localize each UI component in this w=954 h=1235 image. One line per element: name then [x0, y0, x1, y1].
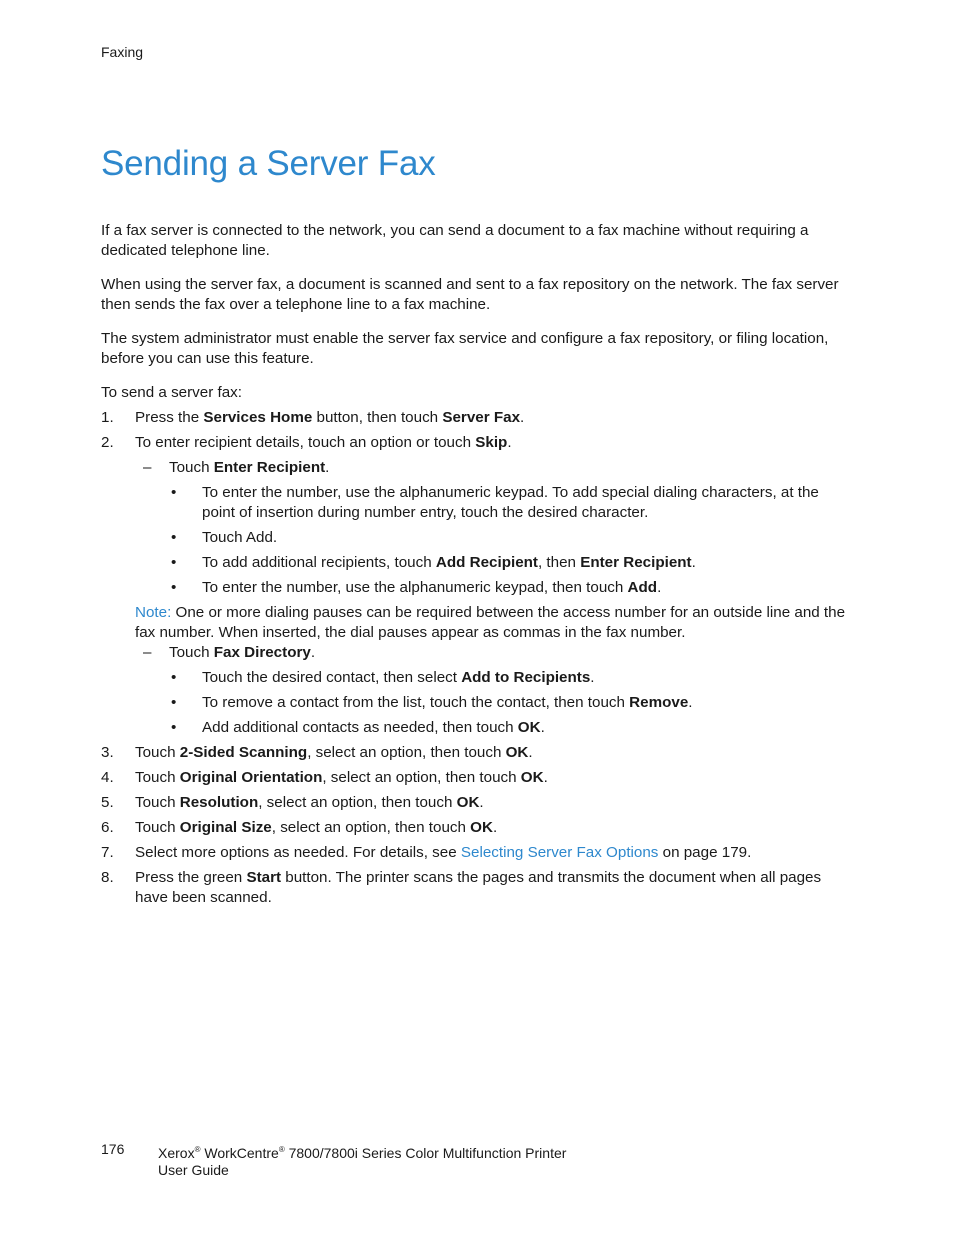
bullet-item [101, 718, 853, 738]
dash-marker: – [143, 459, 152, 476]
bullet-text: Touch the desired contact, then select [202, 669, 462, 686]
step-8 [101, 868, 853, 908]
ui-label: Add Recipient [435, 554, 538, 571]
bullet-text: To add additional recipients, touch [202, 554, 436, 571]
bullet-text: , then [537, 554, 581, 571]
step-3 [101, 743, 853, 763]
bullet-marker: • [171, 719, 177, 736]
bullet-marker: • [171, 694, 177, 711]
bullet-item [101, 693, 853, 713]
step-text: button. The printer scans the pages and transmits the document when all pages have been scanned. [135, 869, 822, 906]
ui-label: Skip [475, 434, 508, 451]
bullet-item [101, 578, 853, 598]
step-text: . [325, 459, 330, 476]
bullet-marker: • [171, 529, 177, 546]
ui-label: OK [517, 719, 541, 736]
step-text: . [543, 769, 548, 786]
bullet-text: To enter the number, use the alphanumeric keypad. To add special dialing characters, at the point of insertion during number entry, touch the desired character. [202, 484, 819, 521]
bullet-marker: • [171, 579, 177, 596]
paragraph-how-it-works: When using the server fax, a document is scanned and sent to a fax repository on the network. The fax server then sends the fax over a telephone line to a fax machine. [101, 276, 839, 313]
step-text: Touch [169, 459, 214, 476]
ui-label: OK [456, 794, 480, 811]
step-4 [101, 768, 853, 788]
step-text: Touch [135, 744, 180, 761]
step-text: . [528, 744, 533, 761]
paragraph-intro: If a fax server is connected to the network, you can send a document to a fax machine without requiring a dedicated telephone line. [101, 222, 809, 259]
ui-label: Add to Recipients [461, 669, 591, 686]
procedure-intro: To send a server fax: [101, 384, 242, 401]
running-header: Faxing [101, 44, 144, 60]
paragraph-admin: The system administrator must enable the server fax service and configure a fax repository, or filing location, before you can use this feature. [101, 330, 829, 367]
sub-option-fax-directory [101, 643, 853, 663]
step-2 [101, 433, 853, 453]
ui-label: Services Home [203, 409, 313, 426]
ui-label: OK [505, 744, 529, 761]
registered-mark: ® [194, 1145, 201, 1154]
ui-label: 2-Sided Scanning [179, 744, 308, 761]
step-text: , select an option, then touch [307, 744, 506, 761]
step-text: Touch [135, 794, 180, 811]
step-text: button, then touch [312, 409, 443, 426]
ui-label: OK [470, 819, 493, 836]
step-text: Touch [135, 769, 180, 786]
bullet-marker: • [171, 669, 177, 686]
step-text: . [492, 819, 498, 836]
step-text: Press the [135, 409, 204, 426]
bullet-text: . [688, 694, 693, 711]
note [101, 603, 853, 643]
page-footer [101, 1141, 566, 1179]
step-text: Press the green [135, 869, 247, 886]
step-text: . [479, 794, 484, 811]
ui-label: Resolution [179, 794, 259, 811]
step-7 [101, 843, 853, 863]
bullet-marker: • [171, 484, 177, 501]
body-content [101, 221, 853, 913]
step-number: 5. [101, 794, 114, 811]
selecting-server-fax-options-link[interactable]: Selecting Server Fax Options [460, 844, 659, 861]
ui-label: Enter Recipient [213, 459, 326, 476]
bullet-item [101, 553, 853, 573]
step-text: Touch [169, 644, 214, 661]
step-text: , select an option, then touch [322, 769, 521, 786]
step-number: 8. [101, 869, 114, 886]
bullet-item [101, 528, 853, 548]
step-text: To enter recipient details, touch an option or touch [135, 434, 476, 451]
bullet-marker: • [171, 554, 177, 571]
step-number: 6. [101, 819, 114, 836]
step-text: Touch [135, 819, 180, 836]
dash-marker: – [143, 644, 152, 661]
step-number: 2. [101, 434, 114, 451]
bullet-text: Touch Add. [202, 529, 278, 546]
ui-label: Fax Directory [213, 644, 311, 661]
bullet-text: Add additional contacts as needed, then touch [202, 719, 518, 736]
sub-option-enter-recipient [101, 458, 853, 478]
step-text: , select an option, then touch [258, 794, 457, 811]
footer-model: 7800/7800i Series Color Multifunction Printer [284, 1145, 567, 1161]
ui-label: Enter Recipient [580, 554, 692, 571]
registered-mark: ® [278, 1145, 285, 1154]
step-text: . [520, 409, 525, 426]
bullet-text: . [691, 554, 696, 571]
step-text: . [310, 644, 316, 661]
page-number: 176 [101, 1141, 125, 1157]
ui-label: Start [246, 869, 282, 886]
ui-label: Original Orientation [179, 769, 323, 786]
step-number: 1. [101, 409, 114, 426]
bullet-text: . [540, 719, 545, 736]
bullet-text: . [657, 579, 662, 596]
note-text: One or more dialing pauses can be required between the access number for an outside line and the fax number. When inserted, the dial pauses appear as commas in the fax number. [135, 604, 846, 641]
step-number: 4. [101, 769, 114, 786]
step-text: Select more options as needed. For details, see [135, 844, 461, 861]
bullet-item [101, 483, 853, 523]
step-1 [101, 408, 853, 428]
ui-label: Add [627, 579, 658, 596]
footer-brand: Xerox [158, 1145, 195, 1161]
step-number: 7. [101, 844, 114, 861]
ui-label: Original Size [179, 819, 272, 836]
page-title: Sending a Server Fax [101, 144, 436, 183]
bullet-text: To enter the number, use the alphanumeric keypad, then touch [202, 579, 628, 596]
footer-product-line [101, 1141, 566, 1162]
step-number: 3. [101, 744, 114, 761]
note-label: Note: [135, 604, 172, 621]
bullet-text: . [590, 669, 595, 686]
footer-guide: User Guide [158, 1162, 229, 1178]
ui-label: OK [520, 769, 544, 786]
ui-label: Remove [629, 694, 689, 711]
bullet-text: To remove a contact from the list, touch the contact, then touch [202, 694, 630, 711]
step-text: . [507, 434, 512, 451]
step-text: on page 179. [658, 844, 752, 861]
step-text: , select an option, then touch [271, 819, 471, 836]
bullet-item [101, 668, 853, 688]
ui-label: Server Fax [442, 409, 521, 426]
step-5 [101, 793, 853, 813]
step-6 [101, 818, 853, 838]
footer-product: WorkCentre [200, 1145, 279, 1161]
